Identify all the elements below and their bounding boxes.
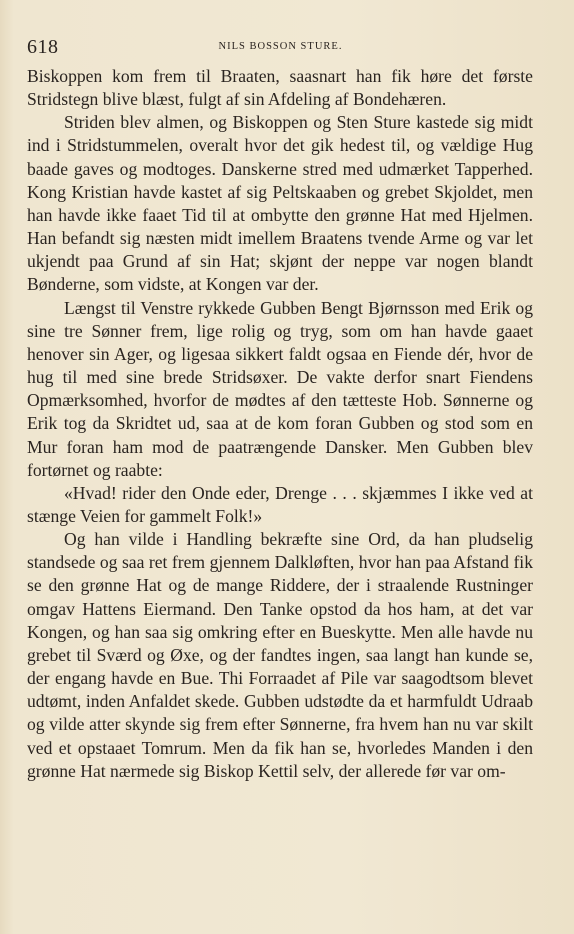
page-number: 618: [27, 36, 59, 58]
paragraph-1: Biskoppen kom frem til Braaten, saasnart han fik høre det første Stridstegn blive blæst, fulgt af sin Afdeling af Bondehæren.: [27, 66, 533, 110]
paragraph-3: Længst til Venstre rykkede Gubben Bengt Bjørnsson med Erik og sine tre Sønner frem, lige rolig og tryg, som om han havde gaaet henover sin Ager, og ligesaa sikkert faldt ogsaa en Fiende dér, hvor de hug til med sine brede Stridsøxer. De vakte derfor snart Fiendens Opmærksomhed, hvorfor de mødtes af den tætteste Hob. Sønnerne og Erik tog da Skridtet ud, saa at de kom foran Gubben og stod som en Mur foran ham mod de paatrængende Dansker. Men Gubben blev fortørnet og raabte:: [27, 297, 533, 480]
paragraph-4: «Hvad! rider den Onde eder, Drenge . . . skjæmmes I ikke ved at stænge Veien for gammelt Folk!»: [27, 482, 533, 526]
paragraph-2: Striden blev almen, og Biskoppen og Sten Sture kastede sig midt ind i Stridstummelen, overalt hvor det gik hedest til, og vældige Hug baade gaves og modtoges. Danskerne stred med udmærket Tapperhed. Kong Kristian havde kastet af sig Peltskaaben og grebet Skjoldet, men han havde ikke faaet Tid til at ombytte den grønne Hat med Hjelmen. Han befandt sig næsten midt imellem Braatens tvende Arme og var let ukjendt paa Grund af sin Hat; skjønt der neppe var nogen blandt Bønderne, som vidste, at Kongen var der.: [27, 112, 533, 295]
paragraph-5: Og han vilde i Handling bekræfte sine Ord, da han pludselig standsede og saa ret frem gjennem Dalkløften, hvor han paa Afstand fik se den grønne Hat og de mange Riddere, der i straalende Rustninger omgav Hattens Eiermand. Den Tanke opstod da hos ham, at det var Kongen, og han saa sig omkring efter en Bueskytte. Men alle havde nu grebet til Sværd og Øxe, og der fandtes ingen, saa langt han kunde se, der engang havde en Bue. Thi Forraadet af Pile var saagodtsom blevet udtømt, inden Anfaldet skede. Gubben udstødte da et harmfuldt Udraab og vilde atter skynde sig frem efter Sønnerne, fra hvem han nu var skilt ved et opstaaet Tomrum. Men da fik han se, hvorledes Manden i den grønne Hat nærmede sig Biskop Kettil selv, der allerede før var om-: [27, 529, 533, 781]
running-head: NILS BOSSON STURE.: [218, 41, 343, 52]
body-text: [27, 65, 533, 783]
page-header: [27, 36, 534, 56]
